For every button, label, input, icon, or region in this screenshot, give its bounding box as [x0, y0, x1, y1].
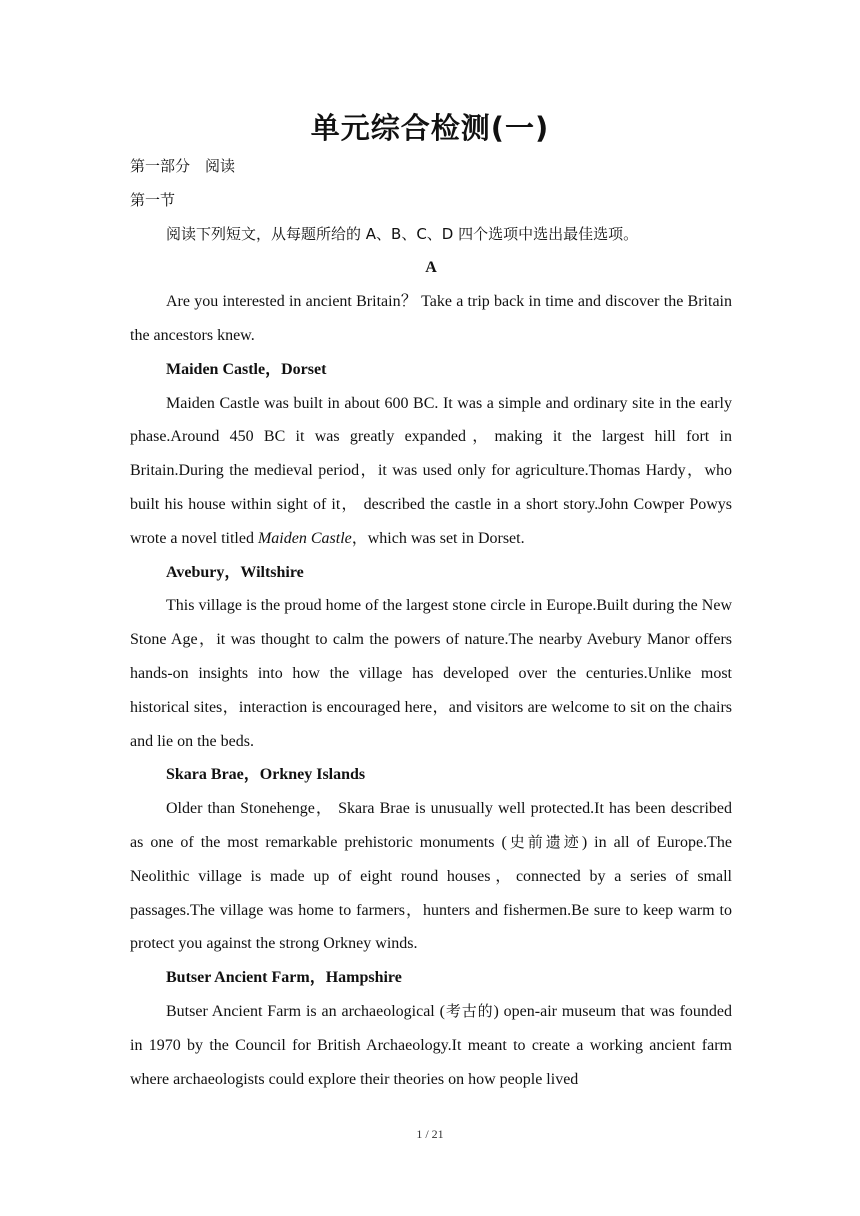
- site-text-skara-brae: [130, 792, 732, 961]
- site-heading-avebury: Avebury，Wiltshire: [166, 563, 304, 581]
- passage-label: A: [425, 259, 437, 277]
- site-text-part: Butser Ancient Farm is an archaeological (: [166, 1002, 445, 1020]
- part-heading: 第一部分 阅读: [130, 157, 236, 175]
- page-title: 单元综合检测(一): [310, 111, 550, 145]
- document-body: [130, 150, 732, 1096]
- chinese-gloss: 考古的: [444, 1001, 494, 1020]
- site-text-maiden-castle: [130, 387, 732, 556]
- section-heading: 第一节: [130, 190, 176, 209]
- site-heading-skara-brae: Skara Brae，Orkney Islands: [166, 766, 366, 784]
- site-text-part: Maiden Castle was built in about 600 BC. It was a simple and ordinary site in the early phase.Around 450 BC it was greatly expanded，making it the largest hill fort in Britain.During the medieval period，it was used only for agriculture.Thomas Hardy，who built his house within sight of it， described the castle in a short story.John Cowper Powys wrote a novel titled: [130, 394, 732, 547]
- instruction-text: 阅读下列短文，从每题所给的 A、B、C、D 四个选项中选出最佳选项。: [166, 224, 639, 243]
- site-text-avebury: This village is the proud home of the largest stone circle in Europe.Built during the New Stone Age，it was thought to calm the powers of nature.The nearby Avebury Manor offers hands-on insights into how the village has developed over the centuries.Unlike most historical sites，interaction is encouraged here，and visitors are welcome to sit on the chairs and lie on the beds.: [130, 597, 732, 750]
- site-text-part: ，which was set in Dorset.: [351, 529, 525, 547]
- site-text-butser: [130, 995, 732, 1096]
- site-text-part: ) in all of Europe.The Neolithic village is made up of eight round houses，connected by a series of small passages.The village was home to farmers，hunters and fishermen.Be sure to keep warm to protect you against the strong Orkney winds.: [130, 833, 732, 953]
- site-heading-maiden-castle: Maiden Castle，Dorset: [166, 360, 327, 378]
- page-number: 1 / 21: [416, 1127, 444, 1141]
- chinese-gloss: 史前遗迹: [506, 832, 582, 851]
- site-text-part: Older than Stonehenge， Skara Brae is unusually well protected.It has been described as one of the most remarkable prehistoric monuments (: [130, 800, 732, 851]
- novel-title: Maiden Castle: [257, 529, 352, 547]
- site-heading-butser: Butser Ancient Farm，Hampshire: [166, 969, 402, 987]
- intro-paragraph: Are you interested in ancient Britain？ Take a trip back in time and discover the Britain the ancestors knew.: [130, 293, 732, 344]
- site-text-part: ) open-air museum that was founded in 1970 by the Council for British Archaeology.It meant to create a working ancient farm where archaeologists could explore their theories on how people lived: [130, 1002, 733, 1088]
